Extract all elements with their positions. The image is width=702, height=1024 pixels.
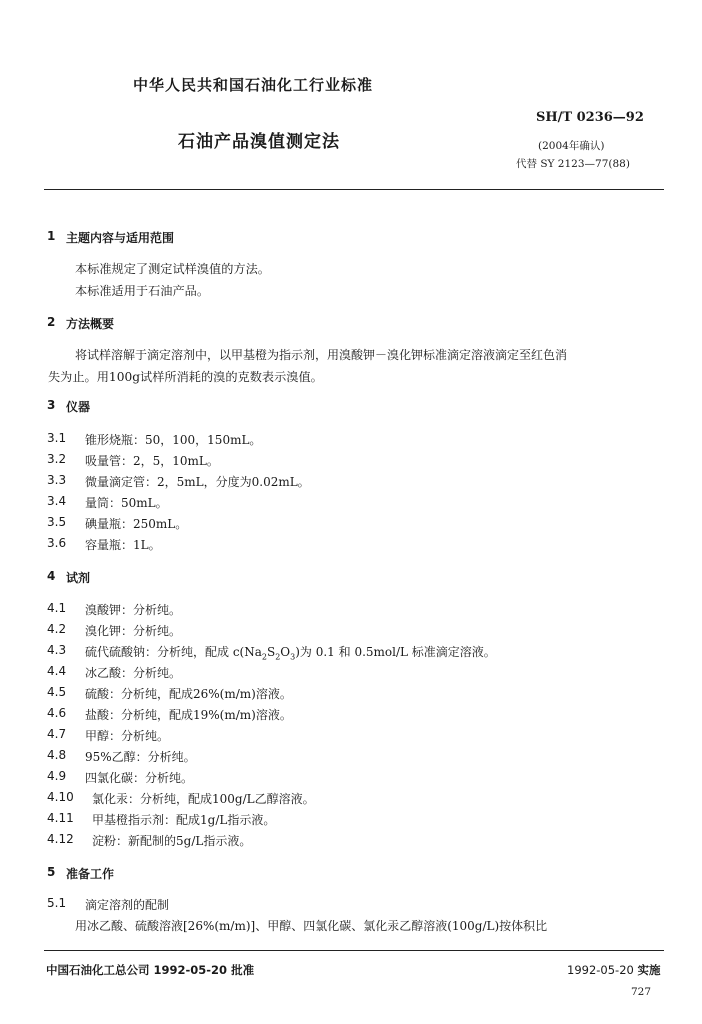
- item-4-3-sub-3: 3: [290, 652, 296, 662]
- item-4-8-text: 95%乙醇：分析纯。: [85, 750, 196, 764]
- section-2-paragraph-line-2: 失为止。用100g试样所消耗的溴的克数表示溴值。: [48, 370, 323, 384]
- section-3-heading: 仪器: [66, 400, 91, 414]
- item-4-6-text: 盐酸：分析纯，配成19%(m/m)溶液。: [85, 708, 292, 722]
- item-4-7-text: 甲醇：分析纯。: [85, 729, 170, 743]
- section-5-paragraph-1: 用冰乙酸、硫酸溶液[26%(m/m)]、甲醇、四氯化碳、氯化汞乙醇溶液(100g/L)按体积比: [75, 919, 548, 933]
- item-3-4-text: 量筒：50mL。: [85, 496, 168, 510]
- subsection-5-1-heading: 滴定溶剂的配制: [85, 898, 170, 912]
- section-5-heading: 准备工作: [66, 867, 115, 881]
- item-4-10-text: 氯化汞：分析纯，配成100g/L乙醇溶液。: [92, 792, 315, 806]
- item-4-5-text: 硫酸：分析纯，配成26%(m/m)溶液。: [85, 687, 292, 701]
- standard-code: SH/T 0236—92: [536, 110, 644, 125]
- subsection-5-1-number: 5.1: [47, 896, 67, 910]
- page-number: 727: [631, 986, 652, 998]
- item-4-4-number: 4.4: [47, 664, 67, 678]
- item-4-11-number: 4.11: [47, 811, 74, 825]
- item-4-2-number: 4.2: [47, 622, 67, 636]
- header-rule: [44, 189, 664, 190]
- item-4-3-text: [85, 643, 496, 661]
- item-3-1-text: 锥形烧瓶：50，100，150mL。: [85, 433, 262, 447]
- item-4-3-text-a: 硫代硫酸钠：分析纯，配成 c(Na: [85, 645, 262, 659]
- item-4-3-text-c: O: [280, 645, 291, 659]
- item-4-12-number: 4.12: [47, 832, 74, 846]
- item-3-3-text: 微量滴定管：2，5mL，分度为0.02mL。: [85, 475, 310, 489]
- item-4-10-number: 4.10: [47, 790, 74, 804]
- item-4-2-text: 溴化钾：分析纯。: [85, 624, 182, 638]
- item-4-11-text: 甲基橙指示剂：配成1g/L指示液。: [92, 813, 276, 827]
- item-3-3-number: 3.3: [47, 473, 67, 487]
- standard-category: 中华人民共和国石油化工行业标准: [133, 76, 374, 94]
- confirm-note: (2004年确认): [538, 140, 605, 152]
- item-3-1-number: 3.1: [47, 431, 67, 445]
- section-1-paragraph-1: 本标准规定了测定试样溴值的方法。: [75, 262, 270, 276]
- item-4-12-text: 淀粉：新配制的5g/L指示液。: [92, 834, 252, 848]
- item-4-3-sub-2: 2: [275, 652, 281, 662]
- item-4-6-number: 4.6: [47, 706, 67, 720]
- section-4-number: 4: [47, 569, 56, 583]
- footer-implementation: [567, 962, 661, 978]
- item-3-5-number: 3.5: [47, 515, 67, 529]
- section-3-number: 3: [47, 398, 56, 412]
- item-3-6-number: 3.6: [47, 536, 67, 550]
- footer-rule: [44, 950, 664, 951]
- item-4-4-text: 冰乙酸：分析纯。: [85, 666, 182, 680]
- item-3-4-number: 3.4: [47, 494, 67, 508]
- footer-implementation-label: 实施: [637, 963, 661, 977]
- section-2-number: 2: [47, 315, 56, 329]
- section-5-number: 5: [47, 865, 56, 879]
- section-4-heading: 试剂: [66, 571, 91, 585]
- item-4-8-number: 4.8: [47, 748, 67, 762]
- section-1-heading: 主题内容与适用范围: [66, 231, 175, 245]
- footer-approval: 中国石油化工总公司 1992-05-20 批准: [46, 963, 255, 977]
- item-4-5-number: 4.5: [47, 685, 67, 699]
- item-4-1-number: 4.1: [47, 601, 67, 615]
- item-4-3-number: 4.3: [47, 643, 67, 657]
- section-2-heading: 方法概要: [66, 317, 115, 331]
- item-4-3-text-b: S: [266, 645, 276, 659]
- item-4-1-text: 溴酸钾：分析纯。: [85, 603, 182, 617]
- item-3-6-text: 容量瓶：1L。: [85, 538, 161, 552]
- item-4-3-sub-1: 2: [261, 652, 267, 662]
- document-title: 石油产品溴值测定法: [178, 132, 340, 152]
- footer-implementation-date: 1992-05-20: [567, 963, 634, 977]
- item-3-2-number: 3.2: [47, 452, 67, 466]
- item-3-5-text: 碘量瓶：250mL。: [85, 517, 188, 531]
- item-4-7-number: 4.7: [47, 727, 67, 741]
- section-2-paragraph-line-1: 将试样溶解于滴定溶剂中，以甲基橙为指示剂，用溴酸钾－溴化钾标准滴定溶液滴定至红色消: [75, 348, 568, 362]
- item-3-2-text: 吸量管：2，5，10mL。: [85, 454, 219, 468]
- section-1-number: 1: [47, 229, 56, 243]
- item-4-3-text-d: )为 0.1 和 0.5mol/L 标准滴定溶液。: [295, 645, 496, 659]
- item-4-9-text: 四氯化碳：分析纯。: [85, 771, 194, 785]
- replaces-note: 代替 SY 2123—77(88): [516, 158, 630, 170]
- section-1-paragraph-2: 本标准适用于石油产品。: [75, 284, 210, 298]
- item-4-9-number: 4.9: [47, 769, 67, 783]
